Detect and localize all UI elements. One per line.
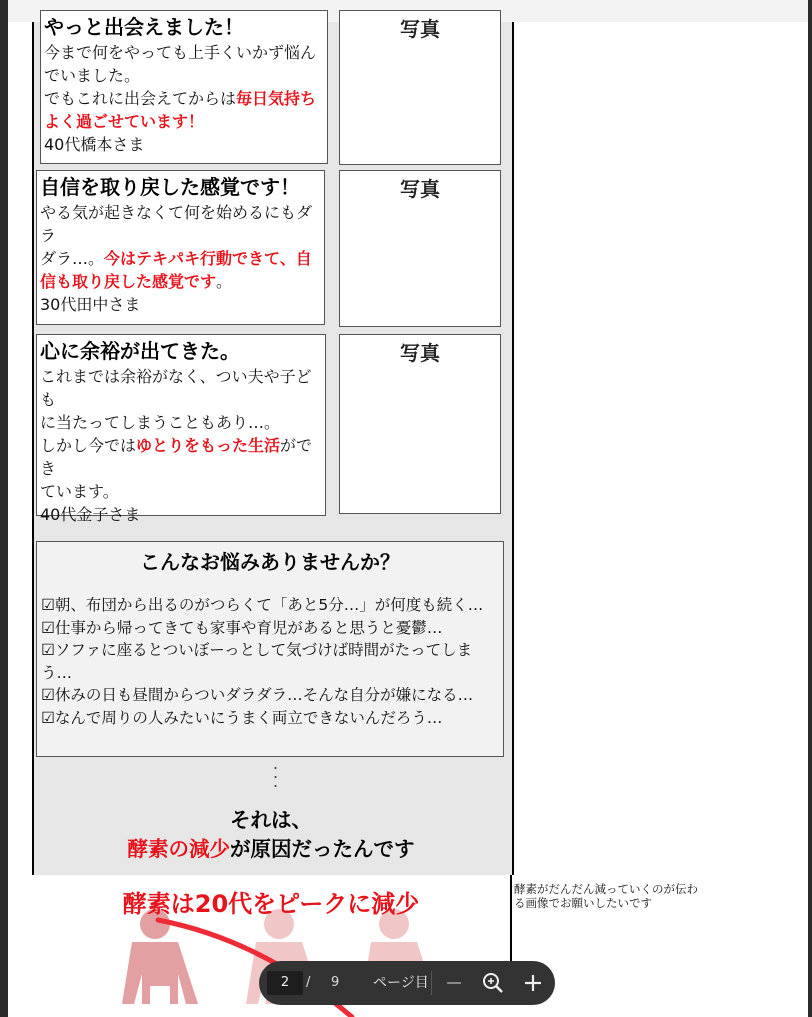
testimonial-line (44, 64, 325, 87)
zoom-fit-button[interactable] (478, 968, 508, 998)
photo-placeholder (339, 334, 501, 514)
testimonial-author: 30代田中さま (40, 295, 141, 314)
zoom-magnifier-icon (478, 968, 508, 998)
pdf-toolbar (259, 961, 555, 1005)
plus-icon (518, 968, 548, 998)
page-number-input[interactable]: 2 (267, 971, 303, 995)
testimonial-title: やっと出会えました！ (44, 15, 244, 39)
highlight-text: ゆとりをもった生活 (136, 436, 281, 455)
photo-placeholder (339, 170, 501, 327)
testimonial-card (36, 334, 326, 524)
photo-placeholder (339, 10, 501, 165)
body-text: しかし今では (40, 436, 137, 455)
body-text: に当たってしまうこともあり…。 (40, 413, 281, 432)
worry-item: ☑休みの日も昼間からついダラダラ…そんな自分が嫌になる… (41, 686, 474, 704)
photo-label: 写真 (400, 177, 440, 201)
ellipsis-dots: ・ ・ ・ (270, 762, 281, 793)
designer-note: 酵素がだんだん減っていくのが伝わる画像でお願いしたいです (514, 882, 698, 910)
testimonial-line (40, 480, 323, 503)
page-total: 9 (331, 975, 340, 990)
cause-line1: それは、 (230, 808, 312, 832)
minus-icon (439, 968, 469, 998)
highlight-text: 今はテキパキ行動できて、自 (104, 249, 312, 268)
testimonial-line (40, 247, 322, 270)
worry-item: ☑仕事から帰ってきても家事や育児があると思うと憂鬱… (41, 618, 443, 637)
testimonial-line (44, 110, 325, 133)
testimonial-line (44, 41, 325, 64)
testimonial-line (40, 365, 323, 411)
testimonial-body (40, 201, 322, 293)
highlight-text: 信も取り戻した感覚です (40, 272, 217, 291)
testimonial-line (40, 411, 323, 434)
body-text: ができ (40, 436, 313, 478)
testimonial-author: 40代金子さま (40, 505, 141, 524)
fit-page-button[interactable]: ページ目 (373, 975, 429, 991)
testimonial-line (40, 434, 323, 480)
highlight-text: 毎日気持ち (236, 89, 317, 108)
person-figure-icon (122, 909, 198, 1004)
cause-rest-text: が原因だったんです (230, 837, 415, 861)
testimonial-body (40, 365, 323, 503)
photo-label: 写真 (400, 341, 440, 365)
body-text: 。 (216, 272, 233, 291)
testimonial-card (36, 170, 325, 325)
photo-label: 写真 (400, 17, 440, 41)
worries-box (36, 541, 504, 757)
toolbar-divider (431, 971, 432, 995)
worries-list (41, 594, 501, 729)
cause-statement (32, 806, 510, 864)
cause-red-text: 酵素の減少 (127, 837, 230, 861)
worries-heading: こんなお悩みありませんか？ (140, 550, 400, 574)
page-separator: / (306, 975, 311, 990)
testimonial-title: 自信を取り戻した感覚です！ (40, 175, 300, 199)
testimonial-line (40, 201, 322, 247)
zoom-out-button[interactable] (439, 968, 469, 998)
testimonial-body (44, 41, 325, 133)
enzyme-title: 酵素は20代をピークに減少 (122, 890, 420, 918)
body-text: でもこれに出会えてからは (44, 89, 237, 108)
body-text: ています。 (40, 482, 119, 501)
testimonial-line (44, 87, 325, 110)
body-text: 今まで何をやっても上手くいかず悩ん (44, 43, 317, 62)
body-text: でいました。 (44, 66, 141, 85)
worry-item: ☑なんで周りの人みたいにうまく両立できないんだろう… (41, 708, 443, 727)
worry-item: ☑朝、布団から出るのがつらくて「あと5分…」が何度も続く… (41, 596, 484, 614)
testimonial-line (40, 270, 322, 293)
highlight-text: よく過ごせています！ (44, 112, 205, 131)
cause-line2 (32, 835, 510, 864)
body-text: やる気が起きなくて何を始めるにもダラ (40, 203, 313, 245)
document-page (8, 0, 808, 1017)
body-text: ダラ…。 (40, 249, 105, 268)
body-text: これまでは余裕がなく、つい夫や子ども (40, 367, 312, 409)
testimonial-title: 心に余裕が出てきた。 (40, 339, 240, 363)
worry-item: ☑ソファに座るとついぼーっとして気づけば時間がたってしまう… (41, 641, 473, 682)
testimonial-card (40, 10, 328, 164)
testimonial-author: 40代橋本さま (44, 135, 145, 154)
zoom-in-button[interactable] (518, 968, 548, 998)
